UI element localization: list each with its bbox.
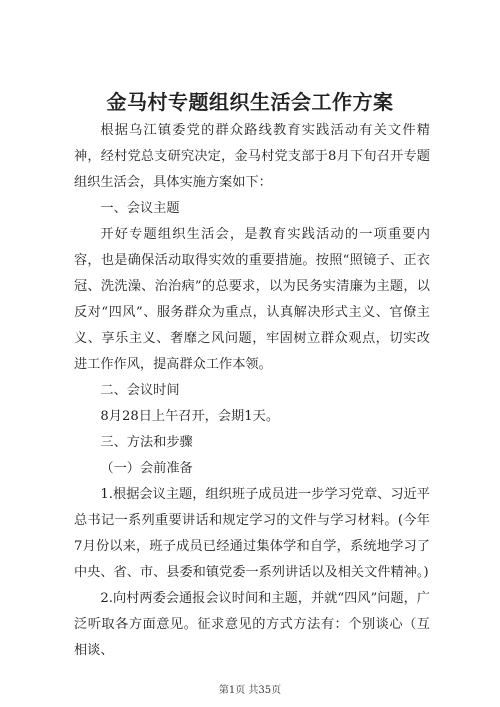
preparation-item-2: 2.向村两委会通报会议时间和主题，并就“四风”问题，广泛听取各方面意见。征求意见的方式方法有：个别谈心（互相谈、	[74, 591, 430, 658]
topic-paragraph: 开好专题组织生活会，是教育实践活动的一项重要内容，也是确保活动取得实效的重要措施。按照“照镜子、正衣冠、洗洗澡、治治病”的总要求，以为民务实清廉为主题，以反对“四风”、服务群众为重点，认真解决形式主义、官僚主义、享乐主义、奢靡之风问题，牢固树立群众观点，切实改进工作作风，提高群众工作本领。	[74, 227, 430, 372]
section-heading-topic: 一、会议主题	[100, 201, 180, 216]
preparation-item-1: 1.根据会议主题，组织班子成员进一步学习党章、习近平总书记一系列重要讲话和规定学习的文件与学习材料。(今年7月份以来，班子成员已经通过集体学和自学，系统地学习了中央、省、市、县委和镇党委一系列讲话以及相关文件精神。)	[74, 487, 430, 580]
document-title: 金马村专题组织生活会工作方案	[106, 90, 394, 114]
document-body	[74, 118, 430, 664]
section-heading-methods: 三、方法和步骤	[100, 435, 193, 450]
page-number: 第1页 共35页	[218, 685, 282, 696]
section-heading-time: 二、会议时间	[100, 383, 180, 398]
intro-paragraph: 根据乌江镇委党的群众路线教育实践活动有关文件精神，经村党总支研究决定，金马村党支部于8月下旬召开专题组织生活会，具体实施方案如下：	[74, 123, 430, 190]
subsection-heading-preparation: （一）会前准备	[100, 461, 193, 476]
time-paragraph: 8月28日上午召开，会期1天。	[100, 409, 280, 424]
